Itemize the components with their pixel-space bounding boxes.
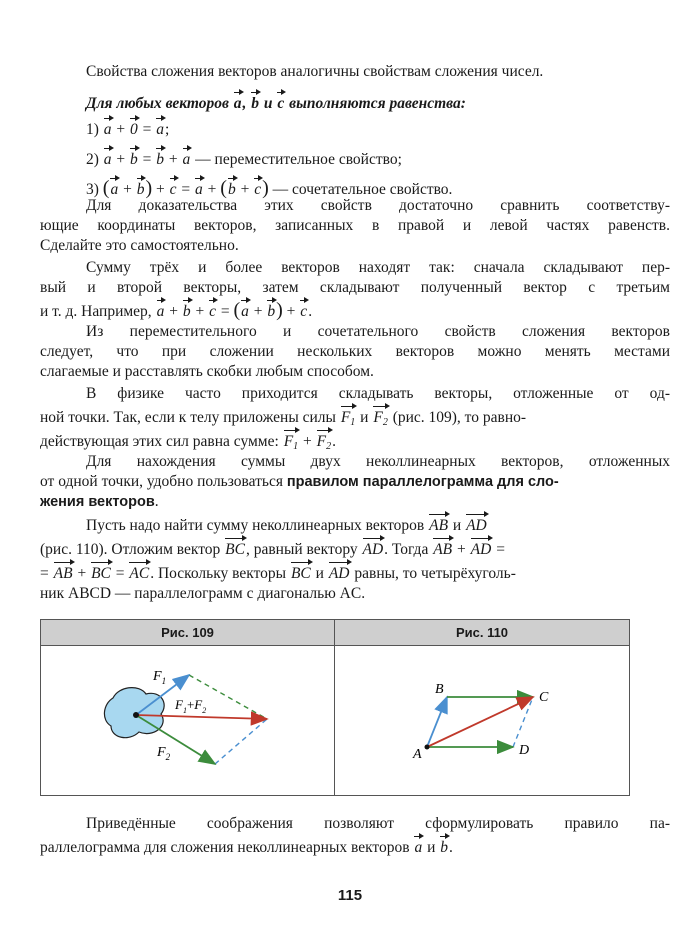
vector-a: a	[157, 300, 165, 322]
paragraph-proof-l3: Сделайте это самостоятельно.	[40, 237, 239, 254]
vector-F2: $F_2$	[317, 430, 331, 457]
figure-109-diagram	[41, 646, 334, 794]
paragraph-rule-l3	[40, 492, 670, 512]
heading-part: Для любых векторов	[86, 95, 229, 112]
paragraph-conclusion-l1: Приведённые соображения позволяют сформулировать правило па-	[86, 815, 670, 832]
paragraph-intro: Свойства сложения векторов аналогичны свойствам сложения чисел.	[86, 63, 544, 80]
paragraph-commut-l3: слагаемые и расставлять скобки любым способом.	[40, 363, 374, 380]
vector-AB: AB	[54, 562, 73, 584]
property-1: 1) a + 0 = a;	[86, 118, 700, 140]
paragraph-sum-l1: Сумму трёх и более векторов находят так: сначала складывают пер-	[86, 259, 670, 276]
paragraph-sum-l2: вый и второй векторы, затем складывают полученный вектор с третьим	[40, 279, 670, 296]
text-part: Пусть надо найти сумму неколлинеарных векторов	[86, 517, 425, 534]
vector-AD: AD	[466, 514, 487, 536]
force-F2-arrow	[136, 715, 215, 764]
point-A	[425, 745, 430, 750]
paragraph-proof-l1: Для доказательства этих свойств достаточно сравнить соответству-	[86, 197, 670, 214]
vector-a: a	[104, 118, 112, 140]
vector-b: b	[130, 148, 138, 170]
text-part: и	[452, 517, 462, 534]
text-part: и т. д. Например,	[40, 303, 152, 320]
paragraph-abcd-l4: ник ABCD — параллелограмм с диагональю AC.	[40, 585, 366, 602]
vector-a: a	[156, 118, 164, 140]
vector-b: b	[228, 178, 236, 200]
text-part: действующая этих сил равна сумме:	[40, 433, 279, 450]
item-number: 2)	[86, 151, 99, 168]
paragraph-physics-l3: действующая этих сил равна сумме: $F_1 + F_2$.	[40, 430, 670, 457]
vector-AB: AB	[433, 538, 452, 560]
heading-tail: выполняются равенства:	[289, 95, 466, 112]
item-number: 3)	[86, 181, 99, 198]
property-desc: — переместительное свойство;	[195, 151, 402, 168]
heading-and: и	[263, 95, 273, 112]
paragraph-physics-l1: В физике часто приходится складывать векторы, отложенные от од-	[86, 385, 670, 402]
text-part: . Тогда	[384, 541, 429, 558]
vector-b: b	[156, 148, 164, 170]
vector-BC: BC	[291, 562, 311, 584]
paragraph-sum-l3: и т. д. Например, a + b + c = (a + b) + c.	[40, 299, 313, 321]
vector-AC-arrow	[427, 697, 533, 747]
paragraph-conclusion-l2: раллелограмма для сложения неколлинеарных векторов a и b.	[40, 836, 670, 858]
vector-a: a	[241, 300, 249, 322]
property-2: 2) a + b = b + a — переместительное свойство;	[86, 148, 700, 170]
vector-AC: AC	[129, 562, 149, 584]
label-D: D	[519, 743, 530, 758]
paragraph-abcd-l3: = AB + BC = AC. Поскольку векторы BC и AD равны, то четырёхуголь-	[40, 562, 670, 584]
vector-a: a	[234, 92, 242, 114]
label-F1: $F_1$	[153, 669, 167, 686]
label-F2: $F_2$	[157, 745, 171, 762]
rule-term: жения векторов	[40, 494, 155, 510]
application-point	[133, 712, 139, 718]
vector-b: b	[267, 300, 275, 322]
property-3: 3) (a + b) + c = a + (b + c) — сочетательное свойство.	[86, 177, 453, 199]
text-part: , равный вектору	[245, 541, 358, 558]
label-B: B	[435, 682, 444, 697]
vector-AB: AB	[429, 514, 448, 536]
vector-BC: BC	[225, 538, 245, 560]
label-F1-plus-F2: $F_1+F_2$	[175, 697, 207, 715]
figure-109	[40, 619, 335, 796]
item-number: 1)	[86, 121, 99, 138]
text-part: и	[360, 409, 369, 426]
vector-AD: AD	[363, 538, 384, 560]
paragraph-abcd-l1	[86, 514, 670, 536]
paragraph-commut-l1: Из переместительного и сочетательного свойств сложения векторов	[86, 323, 670, 340]
vector-b: b	[440, 836, 448, 858]
vector-F1: $F_1$	[284, 430, 298, 457]
figure-caption: Рис. 110	[335, 620, 629, 646]
page-number: 115	[337, 887, 363, 904]
vector-c: c	[277, 92, 284, 114]
paragraph-abcd-l2: (рис. 110). Отложим вектор BC, равный вектору AD. Тогда AB + AD =	[40, 538, 670, 560]
text-part: . Поскольку векторы	[150, 565, 287, 582]
vector-zero: 0	[130, 118, 138, 140]
vector-AD: AD	[471, 538, 492, 560]
vector-F2: $F_2$	[373, 406, 387, 433]
vector-c: c	[170, 178, 177, 200]
text-part: (рис. 109), то равно-	[392, 409, 527, 426]
property-desc: — сочетательное свойство.	[272, 181, 453, 198]
vector-F1: $F_1$	[341, 406, 355, 433]
text-part: равны, то четырёхуголь-	[354, 565, 516, 582]
text-part: от одной точки, удобно пользоваться	[40, 473, 283, 490]
figure-caption: Рис. 109	[41, 620, 334, 646]
label-C: C	[539, 690, 549, 705]
vector-a: a	[110, 178, 118, 200]
text-part: раллелограмма для сложения неколлинеарных векторов	[40, 839, 410, 856]
text-part: и	[427, 839, 436, 856]
rule-term: правилом параллелограмма для сло-	[286, 474, 559, 490]
text-part: ной точки. Так, если к телу приложены силы	[40, 409, 336, 426]
vector-a: a	[195, 178, 203, 200]
paragraph-proof-l2: ющие координаты векторов, записанных в правой и левой частях равенств.	[40, 217, 670, 234]
paragraph-physics-l2	[40, 406, 670, 433]
vector-b: b	[251, 92, 259, 114]
properties-heading: Для любых векторов a, b и c выполняются равенства:	[86, 92, 700, 114]
vector-c: c	[300, 300, 307, 322]
parallelogram-side-dashed	[215, 719, 267, 764]
vector-b: b	[183, 300, 191, 322]
paragraph-commut-l2: следует, что при сложении нескольких векторов можно менять местами	[40, 343, 670, 360]
label-A: A	[413, 747, 422, 762]
vector-c: c	[254, 178, 261, 200]
vector-b: b	[137, 178, 145, 200]
figure-110	[334, 619, 630, 796]
vector-a: a	[104, 148, 112, 170]
text-part: и	[315, 565, 324, 582]
text-part: .	[154, 493, 159, 510]
vector-AD: AD	[329, 562, 350, 584]
figure-110-diagram	[335, 646, 629, 794]
vector-a: a	[414, 836, 422, 858]
paragraph-rule-l1: Для нахождения суммы двух неколлинеарных векторов, отложенных	[86, 453, 670, 470]
text-part: (рис. 110). Отложим вектор	[40, 541, 221, 558]
paragraph-rule-l2	[40, 472, 670, 492]
vector-BC: BC	[91, 562, 111, 584]
vector-a: a	[183, 148, 191, 170]
vector-c: c	[209, 300, 216, 322]
